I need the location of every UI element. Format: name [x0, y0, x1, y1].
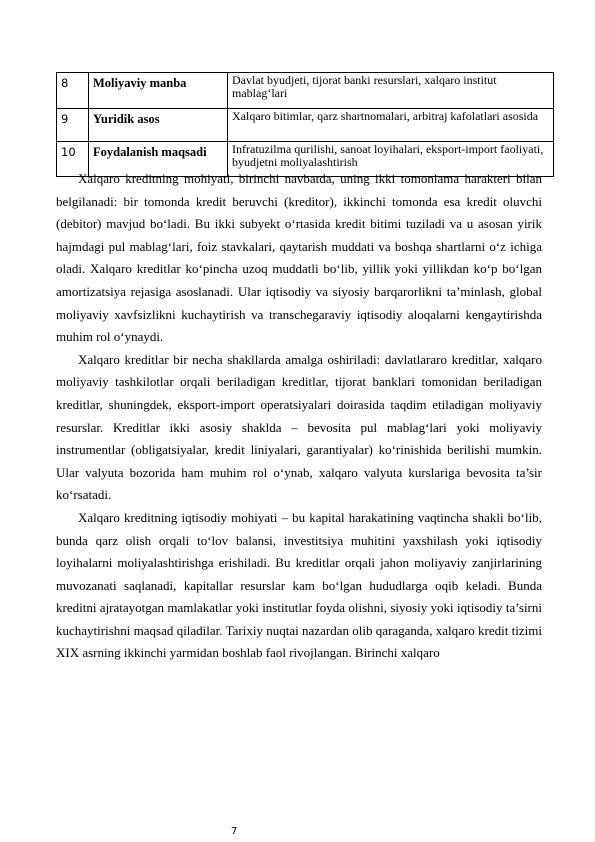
row-value: Infratuzilma qurilishi, sanoat loyihalari, eksport-import faoliyati, byudjetni moliyalashtirish — [228, 142, 554, 177]
table-row — [57, 73, 554, 109]
body-text — [56, 168, 542, 665]
row-key: Moliyaviy manba — [89, 73, 228, 109]
row-value: Xalqaro bitimlar, qarz shartnomalari, arbitraj kafolatlari asosida — [228, 109, 554, 142]
row-key: Foydalanish maqsadi — [89, 142, 228, 177]
row-number: 9 — [57, 109, 89, 142]
paragraph: Xalqaro kreditning mohiyati, birinchi navbatda, uning ikki tomonlama harakteri bilan belgilanadi: bir tomonda kredit beruvchi (kreditor), ikkinchi tomonda esa kredit oluvchi (debitor) mavjud bo‘ladi. Bu ikki subyekt o‘rtasida kredit bitimi tuziladi va u asosan yirik hajmdagi pul mablag‘lari, foiz stavkalari, qaytarish muddati va boshqa shartlarni o‘z ichiga oladi. Xalqaro kreditlar ko‘pincha uzoq muddatli bo‘lib, yillik yoki yillikdan ko‘p bo‘lgan amortizatsiya rejasiga asoslanadi. Ular iqtisodiy va siyosiy barqarorlikni ta’minlash, global moliyaviy xavfsizlikni kuchaytirish va transchegaraviy iqtisodiy aloqalarni kengaytirishda muhim rol o‘ynaydi. — [56, 171, 542, 345]
row-key: Yuridik asos — [89, 109, 228, 142]
row-value: Davlat byudjeti, tijorat banki resurslari, xalqaro institut mablag‘lari — [228, 73, 554, 109]
page-number: 7 — [231, 826, 238, 837]
row-number: 8 — [57, 73, 89, 109]
paragraph: Xalqaro kreditlar bir necha shakllarda amalga oshiriladi: davlatlararo kreditlar, xalqaro moliyaviy tashkilotlar orqali beriladigan kreditlar, tijorat banklari tomonidan beriladigan kreditlar, shuningdek, eksport-import operatsiyalari doirasida taqdim etiladigan moliyaviy resurslar. Kreditlar ikki asosiy shaklda – bevosita pul mablag‘lari yoki moliyaviy instrumentlar (obligatsiyalar, kredit liniyalari, garantiyalar) ko‘rinishida berilishi mumkin. Ular valyuta bozorida ham muhim rol o‘ynab, xalqaro valyuta kurslariga bevosita ta’sir ko‘rsatadi. — [56, 351, 542, 503]
row-number: 10 — [57, 142, 89, 177]
info-table — [56, 72, 554, 177]
table-row — [57, 109, 554, 142]
paragraph: Xalqaro kreditning iqtisodiy mohiyati – bu kapital harakatining vaqtincha shakli bo‘lib, bunda qarz olish orqali to‘lov balansi, investitsiya muhitini yaxshilash yoki iqtisodiy loyihalarni moliyalashtirishga erishiladi. Bu kreditlar orqali jahon moliyaviy zanjirlarining muvozanati saqlanadi, kapitallar resurslar kam bo‘lgan hududlarga oqib keladi. Bunda kreditni ajratayotgan mamlakatlar yoki institutlar foyda olishni, siyosiy yoki iqtisodiy ta’sirni kuchaytirishni maqsad qiladilar. Tarixiy nuqtai nazardan olib qaraganda, xalqaro kredit tizimi XIX asrning ikkinchi yarmidan boshlab faol rivojlangan. Birinchi xalqaro — [56, 509, 542, 661]
